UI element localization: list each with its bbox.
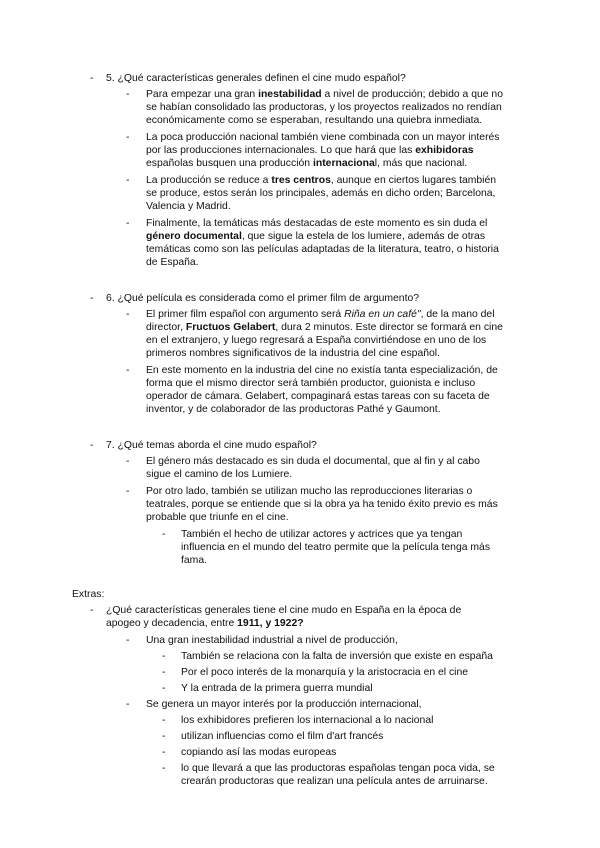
extras-answer-1: Una gran inestabilidad industrial a nivel de producción, <box>146 635 398 646</box>
q5-point-4-line: Finalmente, la temáticas más destacadas de este momento es sin duda el <box>146 218 488 229</box>
bullet-dash: - <box>162 667 166 678</box>
extras-question-line: apogeo y decadencia, entre 1911, y 1922? <box>106 618 304 629</box>
extras-answer-2: Se genera un mayor interés por la producción internacional, <box>146 699 422 710</box>
bullet-dash: - <box>126 635 130 646</box>
q7-subpoint-line: También el hecho de utilizar actores y actrices que ya tengan <box>181 529 463 540</box>
bullet-dash: - <box>126 89 130 100</box>
q7-point-2-line: probable que triunfe en el cine. <box>146 512 289 523</box>
extras-answer-2-subpoint: copiando así las modas europeas <box>181 747 337 758</box>
bullet-dash: - <box>162 683 166 694</box>
extras-title: Extras: <box>72 589 105 600</box>
q6-point-2-line: En este momento en la industria del cine no existía tanta especialización, de <box>146 365 498 376</box>
q6-point-1-line: en el extranjero, y luego regresará a España convirtiéndose en uno de los <box>146 335 487 346</box>
q5-point-2-line: españolas busquen una producción internacional, más que nacional. <box>146 158 468 169</box>
question-6-heading: 6. ¿Qué película es considerada como el primer film de argumento? <box>106 293 420 304</box>
bullet-dash: - <box>90 293 94 304</box>
bullet-dash: - <box>90 605 94 616</box>
q5-point-4-line: temáticas como son las películas adaptadas de la literatura, teatro, o historia <box>146 244 499 255</box>
extras-answer-2-subpoint: lo que llevará a que las productoras españolas tengan poca vida, se <box>181 763 495 774</box>
bullet-dash: - <box>90 73 94 84</box>
q6-point-1-line: primeros nombres significativos de la industria del cine español. <box>146 348 440 359</box>
q7-point-2-line: Por otro lado, también se utilizan mucho las reproducciones literarias o <box>146 486 473 497</box>
bullet-dash: - <box>126 218 130 229</box>
question-5-heading: 5. ¿Qué características generales definen el cine mudo español? <box>106 73 406 84</box>
bullet-dash: - <box>126 309 130 320</box>
extras-answer-1-subpoint: También se relaciona con la falta de inversión que existe en españa <box>181 651 493 662</box>
q7-point-1-line: sigue el camino de los Lumiere. <box>146 469 293 480</box>
question-7-heading: 7. ¿Qué temas aborda el cine mudo español? <box>106 440 317 451</box>
bullet-dash: - <box>162 651 166 662</box>
bullet-dash: - <box>126 175 130 186</box>
q5-point-1-line: se habían consolidado las productoras, y los proyectos realizados no rendían <box>146 102 502 113</box>
bullet-dash: - <box>162 763 166 774</box>
q5-point-1-line: económicamente como se esperaban, resultando una quiebra inmediata. <box>146 115 483 126</box>
bullet-dash: - <box>126 456 130 467</box>
bullet-dash: - <box>162 715 166 726</box>
q6-point-1-line: El primer film español con argumento será Riña en un café", de la mano del <box>146 309 495 320</box>
bullet-dash: - <box>162 529 166 540</box>
q5-point-3-line: La producción se reduce a tres centros, aunque en ciertos lugares también <box>146 175 497 186</box>
extras-answer-1-subpoint: Y la entrada de la primera guerra mundial <box>181 683 373 694</box>
q7-point-1-line: El género más destacado es sin duda el documental, que al fin y al cabo <box>146 456 480 467</box>
q6-point-2-line: forma que el mismo director será también productor, guionista e incluso <box>146 378 476 389</box>
bullet-dash: - <box>162 747 166 758</box>
q6-point-2-line: inventor, y de colaborador de las productoras Pathé y Gaumont. <box>146 404 441 415</box>
q5-point-4-line: género documental, que sigue la estela de los lumiere, además de otras <box>146 231 486 242</box>
q5-point-3-line: Valencia y Madrid. <box>146 201 231 212</box>
bullet-dash: - <box>90 440 94 451</box>
q5-point-2-line: La poca producción nacional también viene combinada con un mayor interés <box>146 132 500 143</box>
extras-answer-2-subpoint: crearán productoras que realizan una película antes de arruinarse. <box>181 776 488 787</box>
extras-answer-1-subpoint: Por el poco interés de la monarquía y la aristocracia en el cine <box>181 667 469 678</box>
q5-point-2-line: por las producciones internacionales. Lo que hará que las exhibidoras <box>146 145 474 156</box>
bullet-dash: - <box>126 486 130 497</box>
extras-answer-2-subpoint: los exhibidores prefieren los internacional a lo nacional <box>181 715 434 726</box>
q5-point-3-line: se produce, estos serán los principales, además en dicho orden; Barcelona, <box>146 188 496 199</box>
q7-point-2-line: teatrales, porque se entiende que si la obra ya ha tenido éxito previo es más <box>146 499 498 510</box>
q6-point-2-line: operador de cámara. Gelabert, compaginará estas tareas con su faceta de <box>146 391 490 402</box>
bullet-dash: - <box>126 365 130 376</box>
q6-point-1-line: director, Fructuos Gelabert, dura 2 minutos. Este director se formará en cine <box>146 322 503 333</box>
q7-subpoint-line: influencia en el mundo del teatro permite que la película tenga más <box>181 542 491 553</box>
q5-point-1-line: Para empezar una gran inestabilidad a nivel de producción; debido a que no <box>146 89 503 100</box>
q7-subpoint-line: fama. <box>181 555 207 566</box>
extras-question-line: ¿Qué características generales tiene el cine mudo en España en la época de <box>106 605 462 616</box>
bullet-dash: - <box>162 731 166 742</box>
q5-point-4-line: de España. <box>146 257 199 268</box>
bullet-dash: - <box>126 699 130 710</box>
bullet-dash: - <box>126 132 130 143</box>
extras-answer-2-subpoint: utilizan influencias como el film d'art francés <box>181 731 384 742</box>
